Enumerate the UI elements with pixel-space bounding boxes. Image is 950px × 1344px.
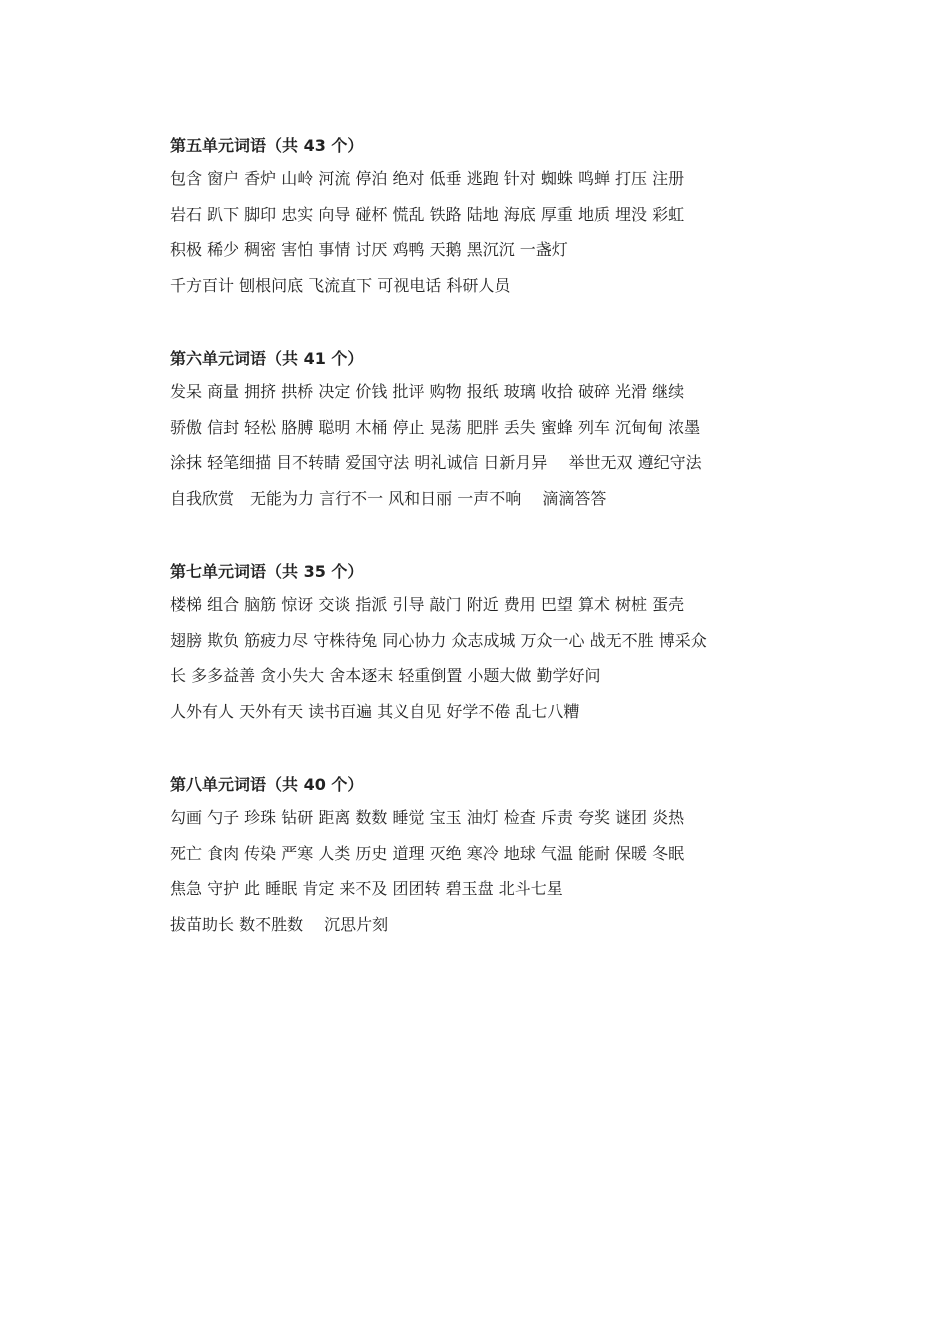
unit-6-section bbox=[170, 347, 810, 523]
unit-7-section bbox=[170, 560, 810, 736]
unit-8-section bbox=[170, 773, 810, 949]
word-line: 人外有人 天外有天 读书百遍 其义自见 好学不倦 乱七八糟 bbox=[170, 701, 580, 721]
word-line: 死亡 食肉 传染 严寒 人类 历史 道理 灭绝 寒冷 地球 气温 能耐 保暖 冬眠 bbox=[170, 843, 685, 863]
word-line: 积极 稀少 稠密 害怕 事情 讨厌 鸡鸭 天鹅 黑沉沉 一盏灯 bbox=[170, 240, 568, 259]
word-line: 拔苗助长 数不胜数 沉思片刻 bbox=[170, 914, 389, 934]
unit-heading: 第八单元词语（共 40 个） bbox=[170, 775, 364, 794]
word-line: 楼梯 组合 脑筋 惊讶 交谈 指派 引导 敲门 附近 费用 巴望 算术 树桩 蛋壳 bbox=[170, 595, 685, 614]
word-line: 发呆 商量 拥挤 拱桥 决定 价钱 批评 购物 报纸 玻璃 收拾 破碎 光滑 继续 bbox=[170, 382, 685, 401]
word-line: 自我欣赏 无能为力 言行不一 风和日丽 一声不响 滴滴答答 bbox=[170, 488, 607, 508]
word-line: 涂抹 轻笔细描 目不转睛 爱国守法 明礼诚信 日新月异 举世无双 遵纪守法 bbox=[170, 453, 702, 472]
word-line: 骄傲 信封 轻松 胳膊 聪明 木桶 停止 晃荡 肥胖 丢失 蜜蜂 列车 沉甸甸 浓墨 bbox=[170, 417, 701, 437]
word-line: 千方百计 刨根问底 飞流直下 可视电话 科研人员 bbox=[170, 275, 511, 295]
unit-5-section bbox=[170, 134, 810, 310]
word-line: 勾画 勺子 珍珠 钻研 距离 数数 睡觉 宝玉 油灯 检查 斥责 夸奖 谜团 炎热 bbox=[170, 808, 685, 827]
word-line: 焦急 守护 此 睡眠 肯定 来不及 团团转 碧玉盘 北斗七星 bbox=[170, 879, 563, 898]
word-line: 长 多多益善 贪小失大 舍本逐末 轻重倒置 小题大做 勤学好问 bbox=[170, 666, 601, 685]
word-line: 包含 窗户 香炉 山岭 河流 停泊 绝对 低垂 逃跑 针对 蜘蛛 鸣蝉 打压 注册 bbox=[170, 169, 685, 188]
unit-heading: 第七单元词语（共 35 个） bbox=[170, 562, 364, 581]
unit-heading: 第六单元词语（共 41 个） bbox=[170, 349, 364, 368]
word-line: 翅膀 欺负 筋疲力尽 守株待兔 同心协力 众志成城 万众一心 战无不胜 博采众 bbox=[170, 630, 707, 650]
unit-heading: 第五单元词语（共 43 个） bbox=[170, 136, 364, 155]
word-line: 岩石 趴下 脚印 忠实 向导 碰杯 慌乱 铁路 陆地 海底 厚重 地质 埋没 彩虹 bbox=[170, 204, 685, 224]
